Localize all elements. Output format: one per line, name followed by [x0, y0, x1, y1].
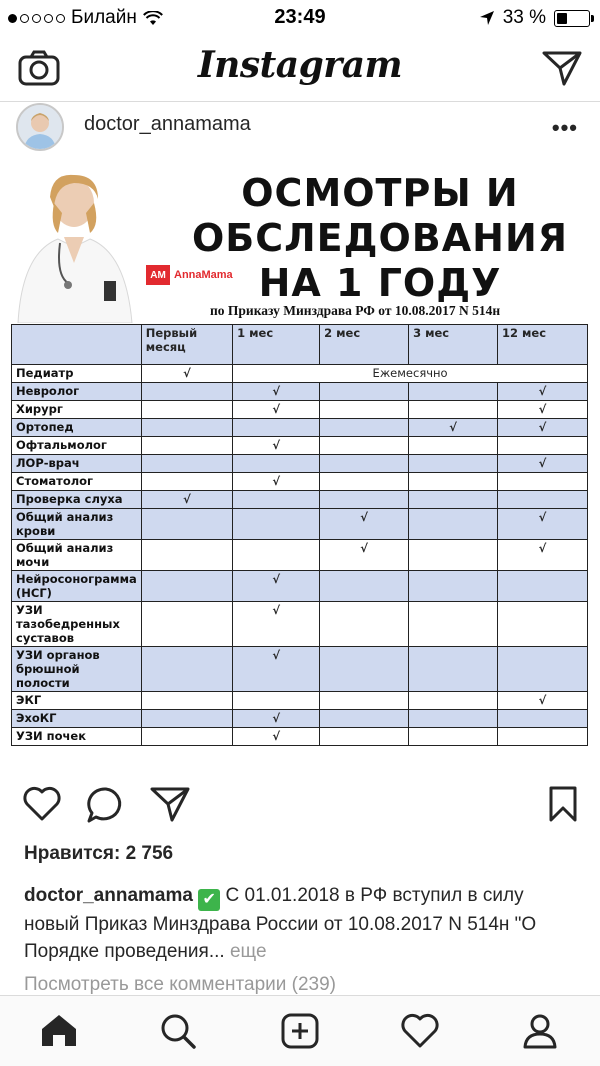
table-cell — [141, 383, 232, 401]
row-label: УЗИ органов брюшной полости — [12, 647, 142, 692]
table-cell: √ — [233, 383, 320, 401]
post-actions — [0, 786, 600, 826]
table-cell — [409, 710, 498, 728]
activity-heart-icon[interactable] — [400, 1013, 440, 1049]
table-cell: √ — [498, 455, 588, 473]
row-label: УЗИ тазобедренных суставов — [12, 602, 142, 647]
table-cell — [498, 602, 588, 647]
post-header — [0, 103, 600, 161]
likes-count[interactable]: Нравится: 2 756 — [24, 843, 174, 864]
table-cell — [409, 509, 498, 540]
image-subtitle: по Приказу Минздрава РФ от 10.08.2017 N 514н — [210, 303, 501, 318]
row-label: Ортопед — [12, 419, 142, 437]
table-row — [12, 602, 588, 647]
direct-message-icon[interactable] — [542, 50, 582, 86]
home-icon[interactable] — [40, 1013, 78, 1047]
view-comments-link[interactable]: Посмотреть все комментарии (239) — [24, 974, 337, 995]
table-cell — [320, 491, 409, 509]
row-label: Невролог — [12, 383, 142, 401]
table-cell — [141, 692, 232, 710]
profile-icon[interactable] — [522, 1013, 558, 1049]
table-cell — [141, 473, 232, 491]
table-cell — [141, 602, 232, 647]
post-options-button[interactable]: ••• — [551, 115, 578, 140]
exam-schedule-table — [11, 324, 588, 746]
row-label: Проверка слуха — [12, 491, 142, 509]
table-cell — [141, 647, 232, 692]
table-row — [12, 437, 588, 455]
caption-text: С 01.01.2018 в РФ вступил в силу новый Приказ Минздрава России от 10.08.2017 N 514н "О Порядке проведения... — [24, 885, 537, 962]
table-cell — [141, 455, 232, 473]
table-cell — [320, 383, 409, 401]
table-cell — [320, 401, 409, 419]
post-caption — [24, 882, 580, 965]
table-cell — [141, 710, 232, 728]
table-cell — [409, 455, 498, 473]
table-cell — [409, 437, 498, 455]
table-cell — [141, 540, 232, 571]
table-row — [12, 728, 588, 746]
table-cell: √ — [233, 571, 320, 602]
title-line-2: ОБСЛЕДОВАНИЯ — [191, 216, 569, 260]
post-image[interactable] — [0, 163, 600, 763]
row-label: Педиатр — [12, 365, 142, 383]
table-header-cell: 3 мес — [409, 325, 498, 365]
row-label: Общий анализ крови — [12, 509, 142, 540]
table-cell — [320, 728, 409, 746]
table-cell — [233, 491, 320, 509]
table-cell: √ — [320, 540, 409, 571]
bottom-tab-bar — [0, 995, 600, 1066]
table-row — [12, 692, 588, 710]
table-cell: √ — [233, 602, 320, 647]
table-cell — [320, 571, 409, 602]
table-cell — [409, 540, 498, 571]
clock: 23:49 — [274, 6, 326, 28]
comment-icon[interactable] — [86, 786, 126, 824]
monthly-cell: Ежемесячно — [233, 365, 588, 383]
share-icon[interactable] — [150, 786, 190, 822]
avatar[interactable] — [16, 103, 64, 151]
battery-percent: 33 % — [502, 7, 546, 28]
table-cell: √ — [320, 509, 409, 540]
table-row — [12, 383, 588, 401]
table-cell — [233, 540, 320, 571]
location-arrow-icon — [479, 10, 495, 26]
caption-username[interactable]: doctor_annamama — [24, 885, 193, 906]
table-cell — [320, 602, 409, 647]
table-cell — [320, 710, 409, 728]
table-cell: √ — [409, 419, 498, 437]
table-cell — [498, 473, 588, 491]
table-cell — [409, 692, 498, 710]
app-header — [0, 36, 600, 102]
table-row — [12, 509, 588, 540]
check-mark-icon: ✔ — [198, 889, 220, 911]
table-cell — [409, 383, 498, 401]
table-cell — [409, 571, 498, 602]
table-cell — [498, 710, 588, 728]
table-cell — [498, 728, 588, 746]
table-cell: √ — [141, 365, 232, 383]
table-cell — [233, 419, 320, 437]
table-cell: √ — [233, 473, 320, 491]
table-header-cell: 2 мес — [320, 325, 409, 365]
add-post-icon[interactable] — [281, 1013, 319, 1049]
post-username[interactable]: doctor_annamama — [84, 113, 251, 135]
table-cell — [409, 491, 498, 509]
table-cell — [141, 728, 232, 746]
table-cell: √ — [233, 401, 320, 419]
table-row — [12, 455, 588, 473]
table-header-cell: 1 мес — [233, 325, 320, 365]
caption-more-link[interactable]: еще — [229, 941, 267, 962]
table-cell — [233, 509, 320, 540]
table-cell: √ — [498, 419, 588, 437]
table-cell: √ — [498, 383, 588, 401]
table-cell: √ — [233, 728, 320, 746]
table-cell — [498, 491, 588, 509]
row-label: Нейросонограмма (НСГ) — [12, 571, 142, 602]
table-row — [12, 401, 588, 419]
table-cell: √ — [498, 540, 588, 571]
carrier-name: Билайн — [71, 7, 137, 28]
table-cell — [141, 419, 232, 437]
table-cell: √ — [498, 401, 588, 419]
table-cell: √ — [141, 491, 232, 509]
table-cell — [409, 401, 498, 419]
table-cell: √ — [498, 509, 588, 540]
row-label: Офтальмолог — [12, 437, 142, 455]
table-cell — [141, 509, 232, 540]
table-header-row — [12, 325, 588, 365]
table-cell: √ — [233, 437, 320, 455]
search-icon[interactable] — [160, 1013, 196, 1049]
row-label: ЛОР-врач — [12, 455, 142, 473]
status-bar — [0, 0, 600, 36]
row-label: Стоматолог — [12, 473, 142, 491]
row-label: УЗИ почек — [12, 728, 142, 746]
table-cell — [320, 692, 409, 710]
table-row — [12, 710, 588, 728]
battery-icon — [554, 10, 590, 27]
table-cell — [141, 437, 232, 455]
table-cell — [320, 437, 409, 455]
table-header-cell — [12, 325, 142, 365]
table-row — [12, 540, 588, 571]
table-row — [12, 571, 588, 602]
doctor-illustration — [8, 163, 138, 323]
table-cell — [498, 571, 588, 602]
title-line-1: ОСМОТРЫ И — [241, 171, 519, 215]
table-cell — [320, 455, 409, 473]
table-cell — [498, 647, 588, 692]
table-cell: √ — [233, 710, 320, 728]
table-cell — [320, 473, 409, 491]
instagram-logo: Instagram — [197, 44, 403, 86]
image-title — [170, 171, 590, 306]
table-cell — [233, 692, 320, 710]
table-cell — [141, 401, 232, 419]
table-cell — [320, 647, 409, 692]
brand-mark: AM — [146, 265, 170, 285]
row-label: Общий анализ мочи — [12, 540, 142, 571]
table-cell: √ — [498, 692, 588, 710]
bookmark-icon[interactable] — [548, 786, 578, 822]
table-row — [12, 647, 588, 692]
brand-name: AnnaMama — [174, 269, 233, 281]
table-cell — [409, 728, 498, 746]
title-line-3: НА 1 ГОДУ — [258, 261, 502, 305]
table-cell — [141, 571, 232, 602]
table-header-cell: 12 мес — [498, 325, 588, 365]
row-label: Хирург — [12, 401, 142, 419]
table-row — [12, 365, 588, 383]
row-label: ЭКГ — [12, 692, 142, 710]
table-cell — [233, 455, 320, 473]
table-row — [12, 419, 588, 437]
table-cell — [498, 437, 588, 455]
table-cell — [409, 647, 498, 692]
table-cell: √ — [233, 647, 320, 692]
table-row — [12, 491, 588, 509]
table-row — [12, 473, 588, 491]
table-cell — [320, 419, 409, 437]
table-cell — [409, 473, 498, 491]
heart-icon[interactable] — [22, 786, 62, 822]
table-header-cell: Первый месяц — [141, 325, 232, 365]
table-cell — [409, 602, 498, 647]
row-label: ЭхоКГ — [12, 710, 142, 728]
